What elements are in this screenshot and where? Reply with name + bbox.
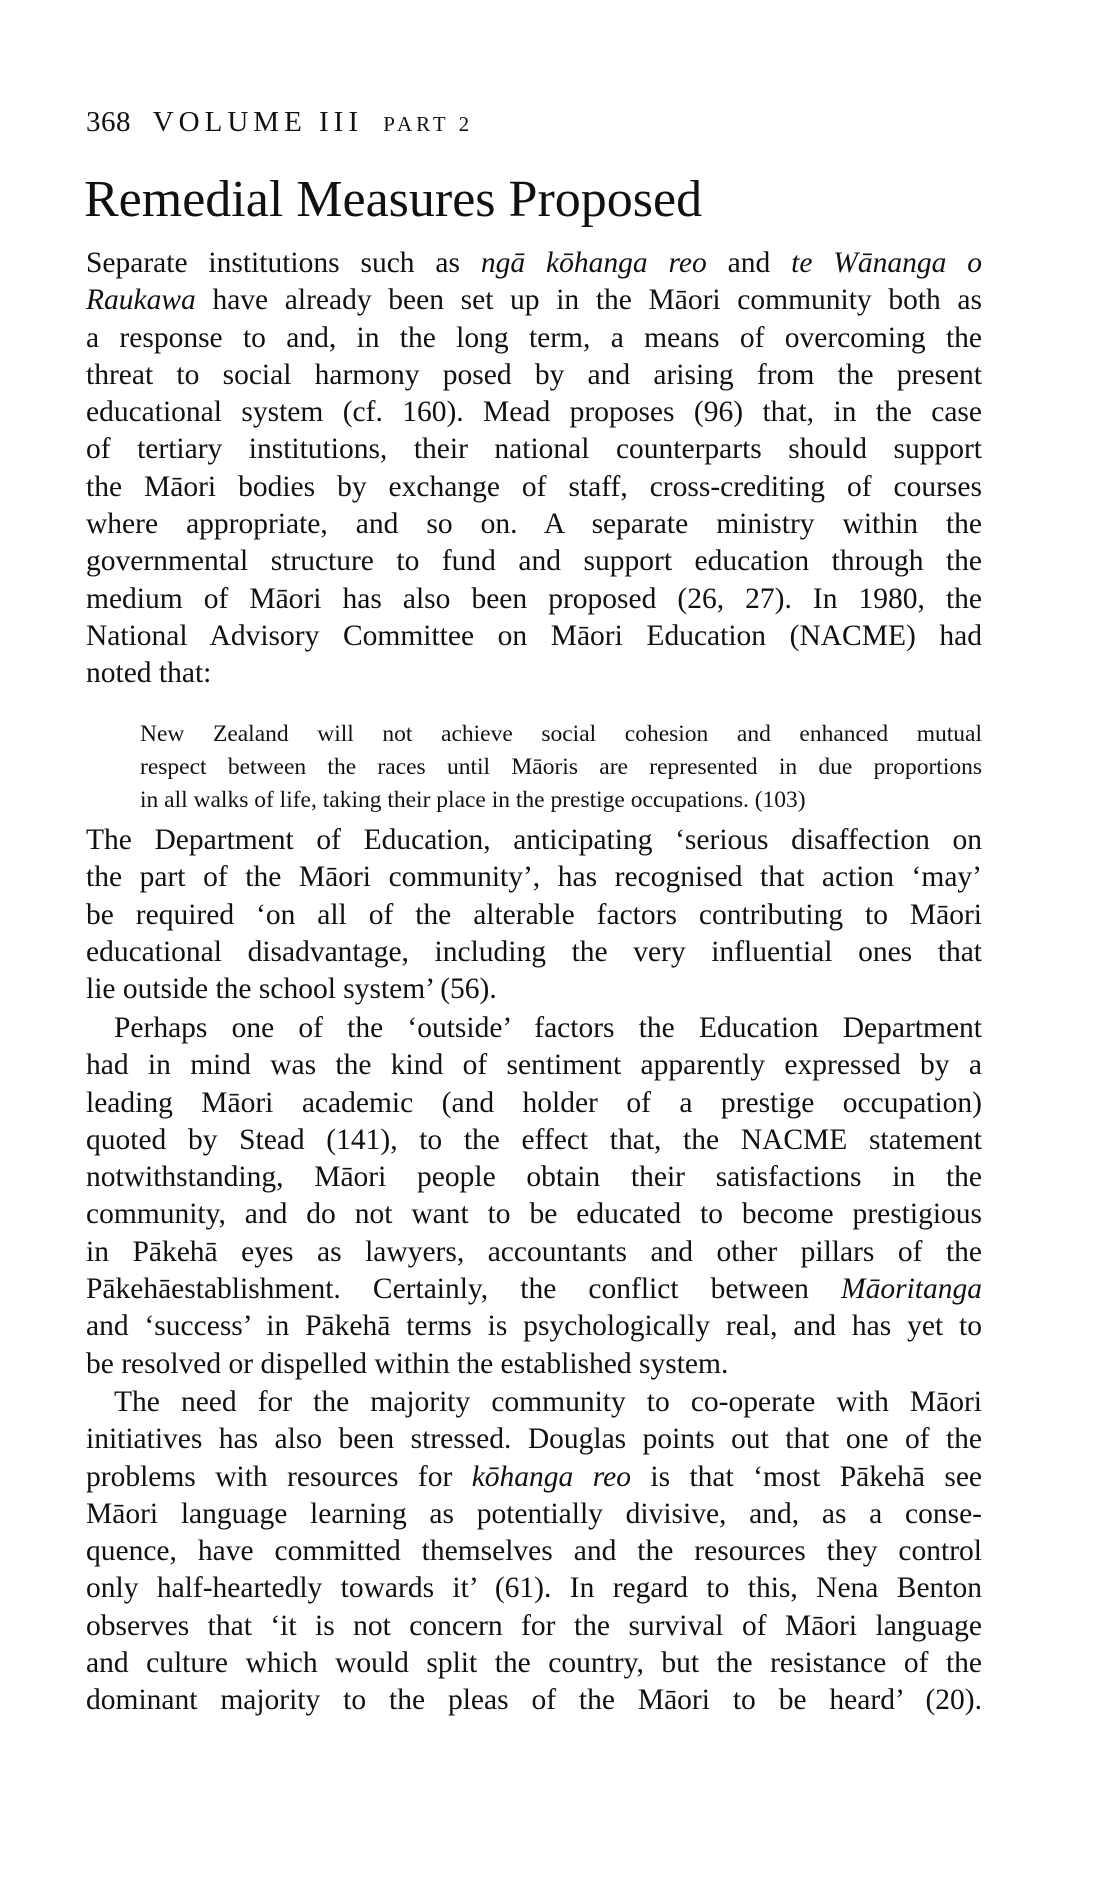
text-line: observes that ‘it is not concern for the survival of Māori language bbox=[86, 1609, 982, 1642]
text-line: a response to and, in the long term, a means of overcoming the bbox=[86, 321, 982, 354]
italic-term: Raukawa bbox=[86, 284, 196, 317]
text-line: Māori language learning as potentially divisive, and, as a conse- bbox=[86, 1497, 982, 1530]
text-line: Perhaps one of the ‘outside’ factors the Education Department bbox=[114, 1012, 982, 1044]
text-line: and culture which would split the country, but the resistance of the bbox=[86, 1647, 982, 1680]
running-header bbox=[86, 104, 473, 142]
section-title: Remedial Measures Proposed bbox=[84, 171, 703, 228]
text-line: only half-heartedly towards it’ (61). In regard to this, Nena Benton bbox=[86, 1572, 982, 1605]
text-line: The Department of Education, anticipating ‘serious disaffection on bbox=[86, 824, 982, 856]
text-line: be required ‘on all of the alterable factors contributing to Māori bbox=[86, 898, 982, 931]
text-line: governmental structure to fund and support education through the bbox=[86, 545, 982, 578]
paragraph-1 bbox=[86, 245, 982, 693]
quote-line: respect between the races until Māoris are represented in due proportions bbox=[140, 754, 982, 780]
text-line: in Pākehā eyes as lawyers, accountants and other pillars of the bbox=[86, 1235, 982, 1268]
text-line: Separate institutions such as ngā kōhanga reo and te Wānanga o bbox=[86, 247, 983, 279]
text-line: notwithstanding, Māori people obtain their satisfactions in the bbox=[86, 1161, 982, 1194]
volume-label: VOLUME III bbox=[152, 106, 363, 138]
text-line: National Advisory Committee on Māori Education (NACME) had bbox=[86, 619, 982, 652]
text-line: Raukawa have already been set up in the Māori community both as bbox=[86, 284, 982, 317]
text-line: threat to social harmony posed by and arising from the present bbox=[86, 358, 982, 391]
text-line: where appropriate, and so on. A separate ministry within the bbox=[86, 508, 982, 541]
text-line: problems with resources for kōhanga reo is that ‘most Pākehā see bbox=[86, 1460, 983, 1493]
text-line: Pākehāestablishment. Certainly, the conflict between Māoritanga bbox=[86, 1273, 982, 1306]
text-line: dominant majority to the pleas of the Māori to be heard’ (20). bbox=[86, 1684, 982, 1717]
paragraph-3 bbox=[86, 1010, 982, 1383]
text-line: initiatives has also been stressed. Douglas points out that one of the bbox=[86, 1423, 982, 1456]
italic-term: te Wānanga o bbox=[791, 247, 983, 279]
text-line: and ‘success’ in Pākehā terms is psychologically real, and has yet to bbox=[86, 1310, 982, 1343]
text-line: quoted by Stead (141), to the effect that, the NACME statement bbox=[86, 1123, 982, 1156]
text-line: be resolved or dispelled within the established system. bbox=[86, 1347, 729, 1380]
quote-line: in all walks of life, taking their place in the prestige occupations. (103) bbox=[140, 787, 806, 813]
part-label: PART 2 bbox=[383, 112, 474, 136]
text-line: the Māori bodies by exchange of staff, cross-crediting of courses bbox=[86, 470, 982, 503]
italic-term: Māoritanga bbox=[841, 1273, 982, 1306]
italic-term: ngā kōhanga reo bbox=[480, 247, 707, 279]
text-line: educational disadvantage, including the very influential ones that bbox=[86, 935, 982, 968]
text-line: The need for the majority community to co-operate with Māori bbox=[114, 1386, 982, 1418]
text-line: educational system (cf. 160). Mead proposes (96) that, in the case bbox=[86, 396, 982, 429]
paragraph-4 bbox=[86, 1384, 982, 1720]
text-line: noted that: bbox=[86, 657, 212, 690]
text-line: quence, have committed themselves and the resources they control bbox=[86, 1535, 982, 1568]
page-number: 368 bbox=[86, 106, 131, 138]
text-line: lie outside the school system’ (56). bbox=[86, 973, 497, 1006]
text-line: the part of the Māori community’, has recognised that action ‘may’ bbox=[86, 861, 982, 894]
paragraph-2 bbox=[86, 822, 982, 1008]
block-quote bbox=[140, 718, 982, 817]
quote-line: New Zealand will not achieve social cohesion and enhanced mutual bbox=[140, 721, 982, 747]
text-line: community, and do not want to be educated to become prestigious bbox=[86, 1198, 982, 1231]
text-line: leading Māori academic (and holder of a prestige occupation) bbox=[86, 1086, 982, 1119]
text-line: had in mind was the kind of sentiment apparently expressed by a bbox=[86, 1049, 982, 1082]
text-line: of tertiary institutions, their national counterparts should support bbox=[86, 433, 982, 466]
text-line: medium of Māori has also been proposed (26, 27). In 1980, the bbox=[86, 582, 982, 615]
italic-term: kōhanga reo bbox=[471, 1460, 631, 1493]
